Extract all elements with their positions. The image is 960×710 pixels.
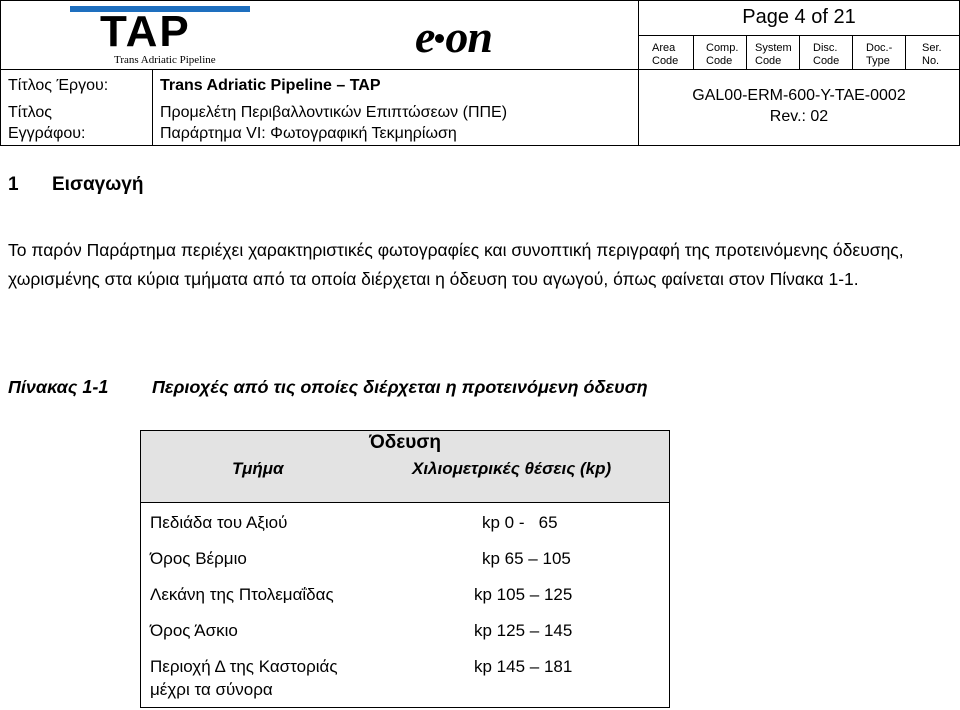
section-heading: [8, 174, 143, 196]
code-label: Code: [813, 55, 840, 67]
row-kp: kp 145 – 181: [474, 657, 573, 676]
eon-logo-dot: [435, 34, 444, 43]
table-caption-text: Περιοχές από τις οποίες διέρχεται η προτεινόμενη όδευση: [152, 377, 648, 397]
header-segment: Τμήμα: [232, 459, 284, 478]
table-caption-label: Πίνακας 1-1: [8, 377, 109, 397]
header-kp: Χιλιομετρικές θέσεις (kp): [412, 459, 612, 478]
row-segment: Πεδιάδα του Αξιού: [150, 513, 288, 532]
project-title-label: Τίτλος Έργου:: [8, 77, 109, 94]
code-cell-doctype: [866, 42, 892, 68]
code-cell-serno: [922, 42, 942, 68]
row-kp: kp 125 – 145: [474, 621, 573, 640]
doc-title-label-line1: Τίτλος: [8, 104, 53, 121]
tap-logo-wordmark: TAP: [100, 7, 191, 56]
intro-paragraph: Το παρόν Παράρτημα περιέχει χαρακτηριστικές φωτογραφίες και συνοπτική περιγραφή της προτεινόμενης όδευσης, χωρισμένης στα κύρια τμήματα από τα οποία διέρχεται η όδευση του αγωγού, όπως φαίνεται στον Πίνακα 1-1.: [8, 240, 904, 289]
document-code: GAL00-ERM-600-Y-TAE-0002: [692, 87, 906, 104]
row-kp: kp 0 - 65: [482, 513, 558, 532]
route-table: [140, 430, 670, 708]
code-label: Type: [866, 55, 890, 67]
row-segment-line2: μέχρι τα σύνορα: [150, 680, 273, 699]
doc-title-label-line2: Εγγράφου:: [8, 125, 86, 142]
code-cell-area: [652, 42, 678, 68]
document-header: [0, 0, 960, 146]
code-label: Code: [755, 55, 782, 67]
code-label: Area: [652, 42, 676, 54]
header-group-odeusi: Όδευση: [369, 432, 441, 453]
section-title: Εισαγωγή: [52, 174, 144, 195]
row-kp: kp 105 – 125: [474, 585, 573, 604]
row-segment: Όρος Βέρμιο: [150, 549, 247, 568]
row-segment: Λεκάνη της Πτολεμαΐδας: [150, 585, 334, 604]
eon-logo: e on: [415, 11, 493, 62]
revision: Rev.: 02: [769, 108, 829, 125]
page-number: Page 4 of 21: [742, 6, 856, 28]
row-segment: Όρος Άσκιο: [150, 621, 238, 640]
code-cell-disc: [813, 42, 839, 68]
code-label: System: [755, 42, 792, 54]
row-segment-line1: Περιοχή Δ της Καστοριάς: [150, 657, 338, 676]
tap-logo: [70, 6, 270, 66]
code-label: Disc.: [813, 42, 838, 54]
code-cell-comp: [706, 42, 738, 68]
code-label: Comp.: [706, 42, 739, 54]
code-label: Doc.-: [866, 42, 893, 54]
code-label: Code: [652, 55, 679, 67]
section-number: 1: [8, 174, 19, 195]
tap-logo-subtitle: Trans Adriatic Pipeline: [114, 54, 216, 66]
code-label: Ser.: [922, 42, 942, 54]
row-kp: kp 65 – 105: [482, 549, 571, 568]
code-label: Code: [706, 55, 733, 67]
code-label: No.: [922, 55, 940, 67]
doc-title-line1: Προμελέτη Περιβαλλοντικών Επιπτώσεων (ΠΠΕ): [160, 104, 508, 121]
table-caption: [8, 377, 648, 398]
project-title-value: Trans Adriatic Pipeline – TAP: [160, 77, 381, 94]
code-cell-system: [755, 42, 792, 68]
doc-title-line2: Παράρτημα VI: Φωτογραφική Τεκμηρίωση: [160, 125, 457, 142]
